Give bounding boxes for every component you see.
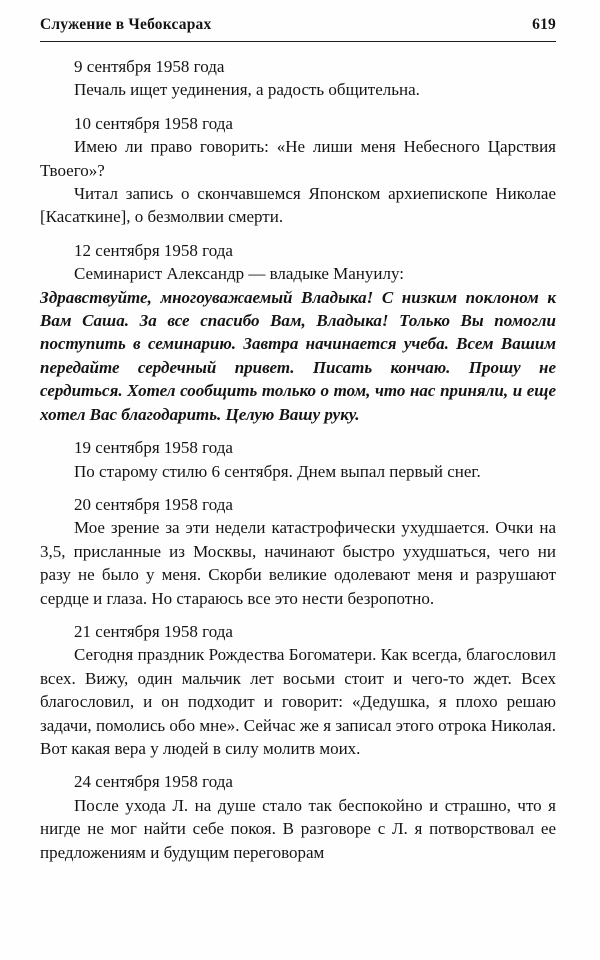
entry-paragraph: Семинарист Александр — владыке Мануилу: (74, 264, 404, 284)
entry-date: 10 сентября 1958 года (74, 113, 233, 133)
entry-letter-paragraph: Здравствуйте, многоуважаемый Владыка! С низким поклоном к Вам Саша. За все спасибо Вам, Владыка! Только Вы помогли поступить в семинарию. Завтра начинается учеба. Всем Вашим передайте сердечный привет. Писать кончаю. Прошу не сердиться. Хотел сообщить только о том, что нас приняли, и еще хотел Вас благодарить. Целую Вашу руку. (40, 287, 556, 424)
diary-entry (40, 620, 556, 760)
diary-entry (40, 436, 556, 483)
entry-date: 20 сентября 1958 года (74, 494, 233, 514)
entry-date: 24 сентября 1958 года (74, 772, 233, 792)
entry-paragraph: Сегодня праздник Рождества Богоматери. Как всегда, благословил всех. Вижу, один мальчик лет восьми стоит и чего-то ждет. Всех благословил, и он подходит и говорит: «Дедушка, я плохо решаю задачи, помолись обо мне». Сейчас же я записал этого отрока Николая. Вот какая вера у людей в силу молитв моих. (40, 645, 556, 758)
diary-entry (40, 55, 556, 102)
diary-entry (40, 112, 556, 229)
entry-paragraph: Печаль ищет уединения, а радость общительна. (74, 80, 420, 100)
entry-date: 21 сентября 1958 года (74, 621, 233, 641)
page-content (40, 55, 556, 864)
running-header (40, 16, 556, 42)
diary-entry (40, 493, 556, 610)
entry-paragraph: По старому стилю 6 сентября. Днем выпал первый снег. (74, 461, 481, 481)
chapter-title: Служение в Чебоксарах (40, 16, 212, 33)
page-number: 619 (532, 16, 556, 33)
entry-paragraph: Читал запись о скончавшемся Японском архиепископе Николае [Касаткине], о безмолвии смерти. (40, 184, 556, 227)
entry-paragraph: Мое зрение за эти недели катастрофически ухудшается. Очки на 3,5, присланные из Москвы, начинают быстро ухудшаться, чего ни разу не было у меня. Скорби великие одолевают меня и разрушают сердце и глаза. Но стараюсь все это нести безропотно. (40, 518, 556, 608)
entry-paragraph: После ухода Л. на душе стало так беспокойно и страшно, что я нигде не мог найти себе покоя. В разговоре с Л. я потворствовал ее предложениям и будущим переговорам (40, 795, 556, 862)
entry-date: 19 сентября 1958 года (74, 438, 233, 458)
diary-entry (40, 239, 556, 426)
entry-paragraph: Имею ли право говорить: «Не лиши меня Небесного Царствия Твоего»? (40, 137, 556, 180)
entry-date: 12 сентября 1958 года (74, 240, 233, 260)
diary-entry (40, 770, 556, 864)
entry-date: 9 сентября 1958 года (74, 57, 225, 76)
